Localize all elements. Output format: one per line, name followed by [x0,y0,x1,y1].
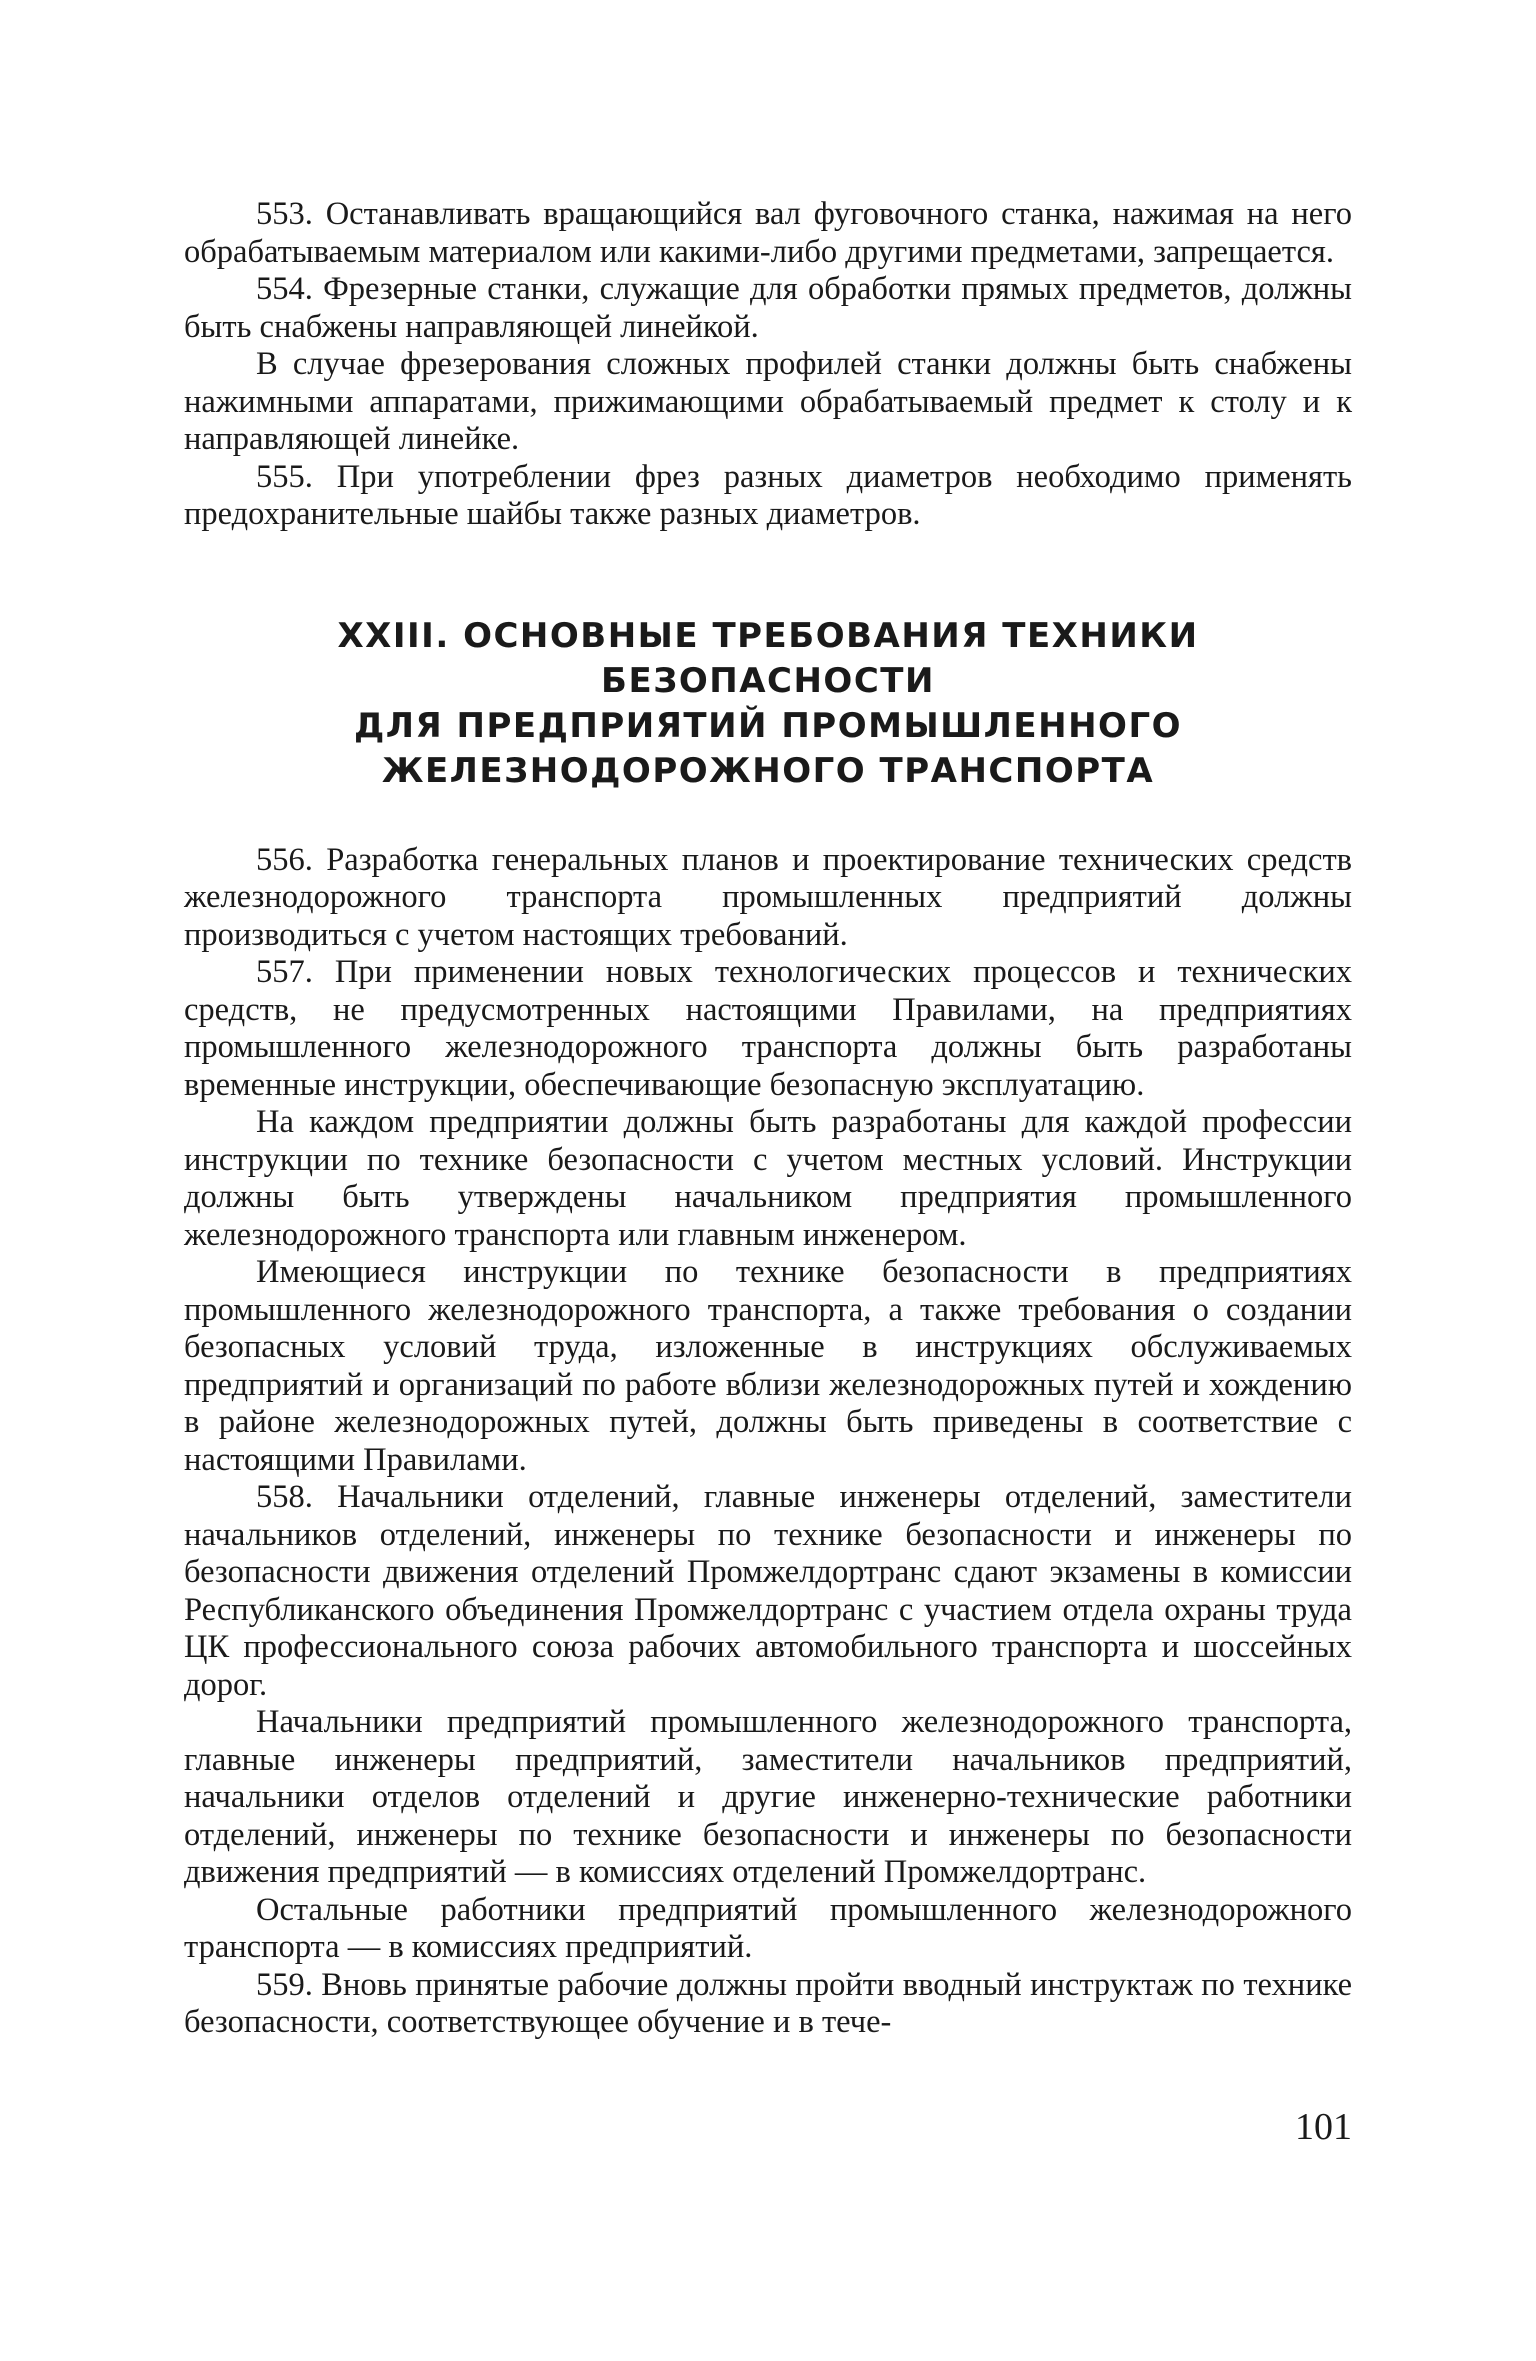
paragraph-557-instructions: На каждом предприятии должны быть разработаны для каждой профессии инструкции по технике безопасности с учетом местных условий. Инструкции должны быть утверждены начальником предприятия промышленного железнодорожного транспорта или главным инженером. [184,1104,1352,1253]
section-heading-line-1: XXIII. ОСНОВНЫЕ ТРЕБОВАНИЯ ТЕХНИКИ БЕЗОПАСНОСТИ [337,615,1199,701]
paragraph-558: 558. Начальники отделений, главные инженеры отделений, заместители начальников отделений, инженеры по технике безопасности и инженеры по безопасности движения отделений Промжелдортранс сдают экзамены в комиссии Республиканского объединения Промжелдортранс с участием отдела охраны труда ЦК профессионального союза рабочих автомобильного транспорта и шоссейных дорог. [184,1479,1352,1703]
paragraph-558-enterprise-heads: Начальники предприятий промышленного железнодорожного транспорта, главные инженеры предприятий, заместители начальников предприятий, начальники отделов отделений и другие инженерно-технические работники отделений, инженеры по технике безопасности и инженеры по безопасности движения предприятий — в комиссиях отделений Промжелдортранс. [184,1704,1352,1890]
paragraph-555: 555. При употреблении фрез разных диаметров необходимо применять предохранительные шайбы также разных диаметров. [184,458,1352,532]
section-heading [184,614,1352,794]
page-body [184,196,1352,2042]
paragraph-559: 559. Вновь принятые рабочие должны пройти вводный инструктаж по технике безопасности, соответствующее обучение и в тече- [184,1966,1352,2040]
paragraph-558-other-workers: Остальные работники предприятий промышленного железнодорожного транспорта — в комиссиях предприятий. [184,1891,1352,1965]
page-number: 101 [1295,2106,1352,2148]
section-heading-line-2: ДЛЯ ПРЕДПРИЯТИЙ ПРОМЫШЛЕННОГО [353,705,1183,746]
paragraph-553: 553. Останавливать вращающийся вал фуговочного станка, нажимая на него обрабатываемым материалом или какими-либо другими предметами, запрещается. [184,196,1352,270]
paragraph-554: 554. Фрезерные станки, служащие для обработки прямых предметов, должны быть снабжены направляющей линейкой. [184,271,1352,345]
paragraph-554-continued: В случае фрезерования сложных профилей станки должны быть снабжены нажимными аппаратами, прижимающими обрабатываемый предмет к столу и к направляющей линейке. [184,346,1352,457]
paragraph-557: 557. При применении новых технологических процессов и технических средств, не предусмотренных настоящими Правилами, на предприятиях промышленного железнодорожного транспорта должны быть разработаны временные инструкции, обеспечивающие безопасную эксплуатацию. [184,954,1352,1103]
paragraph-556: 556. Разработка генеральных планов и проектирование технических средств железнодорожного транспорта промышленных предприятий должны производиться с учетом настоящих требований. [184,841,1352,953]
paragraph-557-existing-instructions: Имеющиеся инструкции по технике безопасности в предприятиях промышленного железнодорожного транспорта, а также требования о создании безопасных условий труда, изложенные в инструкциях обслуживаемых предприятий и организаций по работе вблизи железнодорожных путей и хождению в районе железнодорожных путей, должны быть приведены в соответствие с настоящими Правилами. [184,1254,1352,1478]
section-heading-line-3: ЖЕЛЕЗНОДОРОЖНОГО ТРАНСПОРТА [381,750,1155,791]
